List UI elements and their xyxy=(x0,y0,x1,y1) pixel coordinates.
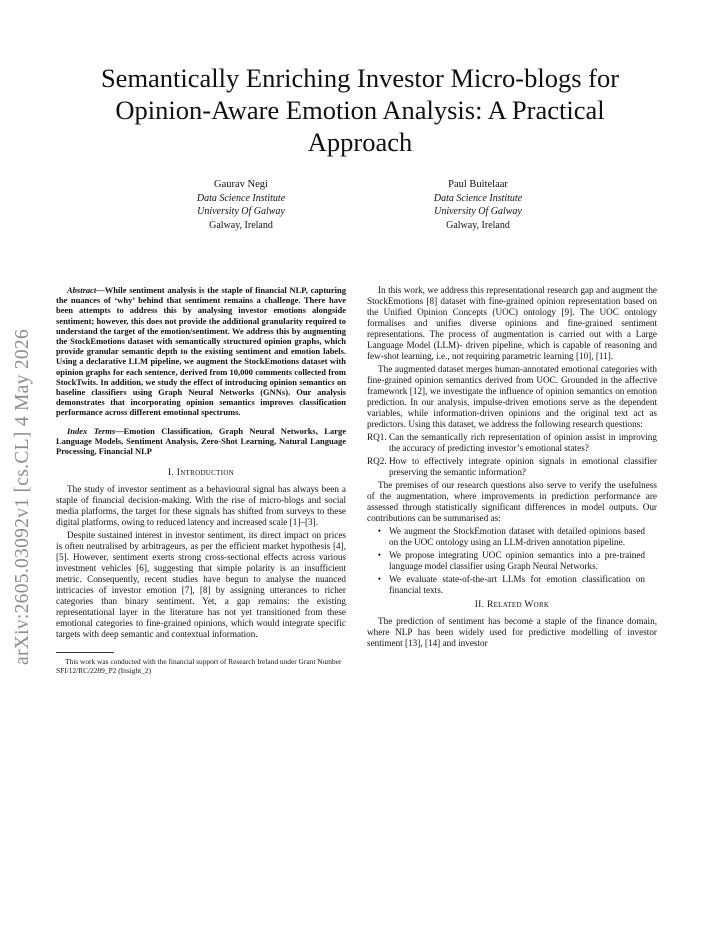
title-line: Opinion-Aware Emotion Analysis: A Practical xyxy=(115,95,605,125)
list-item-text: We propose integrating UOC opinion semantics into a pre-trained language model classifier using Graph Neural Networks. xyxy=(389,550,645,571)
contributions-list xyxy=(367,526,657,596)
paragraph: The prediction of sentiment has become a staple of the finance domain, where NLP has been widely used for predictive modelling of investor sentiment [13], [14] and investor xyxy=(367,616,657,648)
bullet-icon: • xyxy=(377,550,381,560)
paragraph: The augmented dataset merges human-annotated emotional categories with fine-grained opinion semantics derived from UOC. Grounded in the affective framework [12], we investigate the influence of opinion semantics on emotion prediction. In our analysis, impulse-driven emotions serve as the dependent variables, while information-driven opinions and the original text act as predictors. Using this dataset, we address the following research questions: xyxy=(367,364,657,429)
bullet-icon: • xyxy=(377,526,381,536)
paragraph: The study of investor sentiment as a behavioural signal has always been a staple of financial decision-making. With the rise of micro-blogs and social media platforms, the target for these signals has shifted from surveys to these digital platforms, owing to reduced latency and increased scale [1]–[3]. xyxy=(56,484,346,528)
paragraph: The premises of our research questions also serve to verify the usefulness of the augmentation, where improvements in prediction performance are assessed through statistically significant differences in model outputs. Our contributions can be summarised as: xyxy=(367,480,657,523)
rq-label: RQ1. xyxy=(367,432,387,442)
list-item-text: We augment the StockEmotion dataset with detailed opinions based on the UOC ontology using an LLM-driven annotation pipeline. xyxy=(389,526,645,547)
author-2 xyxy=(363,178,593,232)
bullet-icon: • xyxy=(377,574,381,584)
paper-title xyxy=(40,62,680,158)
section-heading-related-work: II. Related Work xyxy=(474,600,550,610)
rq-text: Can the semantically rich representation of opinion assist in improving the accuracy of predicting investor’s emotional states? xyxy=(389,432,657,453)
index-terms-text: —Emotion Classification, Graph Neural Networks, Large Language Models, Sentiment Analysis, Zero-Shot Learning, Natural Language Processing, Financial NLP xyxy=(56,425,346,457)
author-location: Galway, Ireland xyxy=(446,219,510,231)
author-location: Galway, Ireland xyxy=(209,219,273,231)
list-item-text: We evaluate state-of-the-art LLMs for emotion classification on financial texts. xyxy=(389,574,645,595)
author-university: University Of Galway xyxy=(197,206,285,217)
research-question xyxy=(367,456,657,478)
author-name: Gaurav Negi xyxy=(214,179,268,190)
abstract xyxy=(56,285,346,418)
author-name: Paul Buitelaar xyxy=(448,179,508,190)
right-column xyxy=(367,285,657,651)
author-1 xyxy=(126,178,356,232)
abstract-lead: Abstract xyxy=(67,285,97,295)
footnote-rule xyxy=(56,652,114,653)
author-university: University Of Galway xyxy=(434,206,522,217)
index-terms xyxy=(56,426,346,457)
title-line: Approach xyxy=(307,127,413,157)
rq-text: How to effectively integrate opinion signals in emotional classifier preserving the semantic information? xyxy=(389,456,657,477)
author-department: Data Science Institute xyxy=(196,192,286,204)
paragraph: In this work, we address this representational research gap and augment the StockEmotions [8] dataset with fine-grained opinion representation based on the Unified Opinion Concepts (UOC) ontology [9]. The UOC ontology formalises and unifies diverse opinions and fine-grained sentiment representations. The process of augmentation is carried out with a Large Language Model (LLM)- driven pipeline, which is capable of reasoning and few-shot learning, i.e., not requiring parametric learning [10], [11]. xyxy=(367,285,657,361)
abstract-text: —While sentiment analysis is the staple of financial NLP, capturing the nuances of ‘why’ behind that sentiment remains a challenge. There have been attempts to address this by analysing investor emotions alongside sentiment; however, this does not provide the additional granularity required to understand the target of the emotion/sentiment. We address this by augmenting the StockEmotions dataset with semantically structured opinion graphs, which provide granular semantic depth to the existing sentiment and emotion labels. Using a declarative LLM pipeline, we augment the StockEmotions dataset with opinion graphs for each sentence, derived from 10,000 comments collected from StockTwits. In addition, we study the effect of introducing opinion semantics on baseline classifiers using Graph Neural Networks (GNNs). Our analysis demonstrates that incorporating opinion semantics improves classification performance across different emotional spectrums. xyxy=(56,285,346,418)
section-heading-introduction: I. Introduction xyxy=(167,468,235,479)
list-item xyxy=(367,574,657,596)
title-line: Semantically Enriching Investor Micro-blogs for xyxy=(100,63,620,93)
research-question xyxy=(367,432,657,454)
left-column xyxy=(56,285,346,675)
list-item xyxy=(367,526,657,548)
arxiv-stamp: arXiv:2605.03092v1 [cs.CL] 4 May 2026 xyxy=(12,328,33,665)
list-item xyxy=(367,550,657,572)
index-terms-lead: Index Terms xyxy=(67,425,116,436)
paragraph: Despite sustained interest in investor sentiment, its direct impact on prices is often neutralised by arbitrageurs, as per the efficient market hypothesis [4], [5]. However, sentiment exerts strong cross-sectional effects across various investment vehicles [6], suggesting that simple polarity is an insufficient metric. Consequently, recent studies have begun to analyse the nuanced intricacies of investor emotion [7], [8] by assigning utterances to richer categories than binary sentiment. Yet, a gap remains: the existing representational layer in the literature has not yet transitioned from these emotional categories to fine-grained opinions, which would integrate specific targets with deep semantic and contextual information. xyxy=(56,530,346,640)
footnote: This work was conducted with the financial support of Research Ireland under Grant Number SFI/12/RC/2289_P2 (Insight_2) xyxy=(56,657,342,676)
rq-label: RQ2. xyxy=(367,456,387,466)
author-department: Data Science Institute xyxy=(433,192,523,204)
